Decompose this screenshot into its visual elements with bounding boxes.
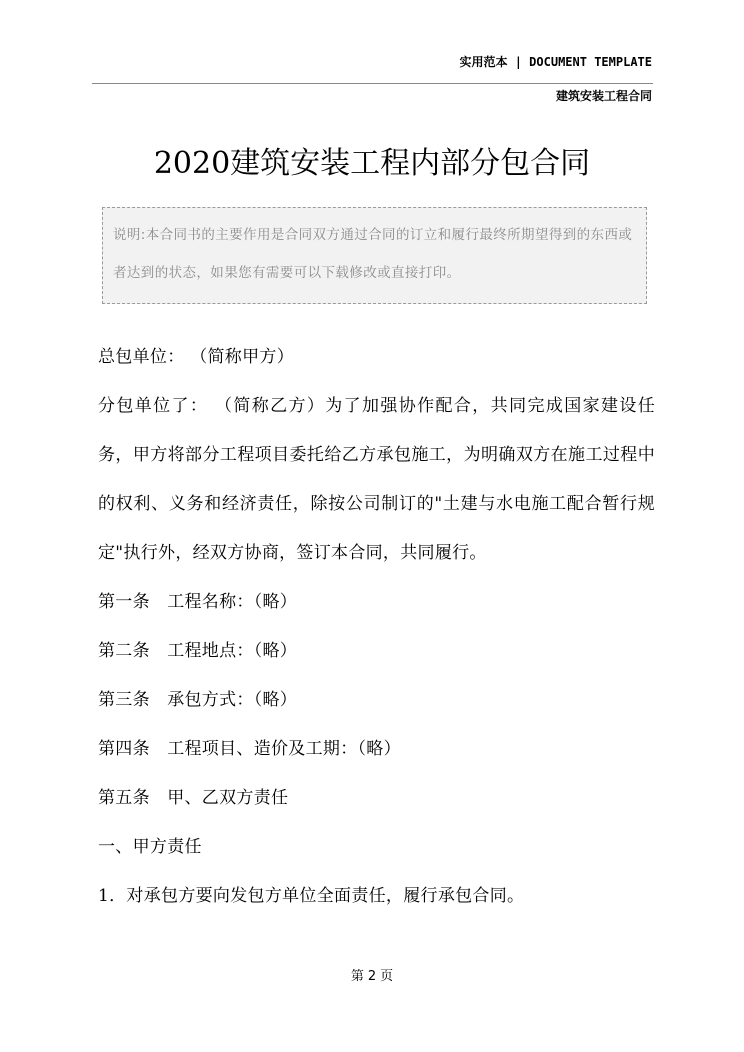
header-label: 实用范本 | DOCUMENT TEMPLATE	[459, 55, 652, 69]
header-subtitle: 建筑安装工程合同	[555, 89, 652, 103]
paragraph-article-4: 第四条 工程项目、造价及工期：（略）	[98, 739, 401, 759]
paragraph-article-5: 第五条 甲、乙双方责任	[98, 788, 289, 808]
document-title: 2020建筑安装工程内部分包合同	[153, 146, 591, 181]
footer-prefix: 第	[350, 969, 364, 984]
paragraph-subcontractor-intro: 分包单位了： （简称乙方）为了加强协作配合，共同完成国家建设任务，甲方将部分工程项目委托给乙方承包施工，为明确双方在施工过程中的权利、义务和经济责任，除按公司制订的"土建与水电施工配合暂行规定"执行外，经双方协商，签订本合同，共同履行。	[98, 396, 655, 563]
paragraph-article-1: 第一条 工程名称：（略）	[98, 592, 298, 612]
paragraph-article-3: 第三条 承包方式：（略）	[98, 690, 298, 710]
note-box	[102, 207, 647, 304]
note-text: 说明:本合同书的主要作用是合同双方通过合同的订立和履行最终所期望得到的东西或者达到的状态，如果您有需要可以下载修改或直接打印。	[113, 227, 633, 281]
paragraph-party-a-item-1: 1．对承包方要向发包方单位全面责任，履行承包合同。	[98, 886, 525, 906]
paragraph-general-contractor: 总包单位： （简称甲方）	[98, 347, 295, 367]
paragraph-article-2: 第二条 工程地点：（略）	[98, 641, 298, 661]
page-number: 2	[367, 969, 377, 984]
document-body	[98, 333, 655, 921]
paragraph-party-a-heading: 一、甲方责任	[98, 837, 202, 857]
header-divider	[92, 83, 653, 84]
page-footer	[0, 965, 744, 984]
footer-suffix: 页	[380, 969, 394, 984]
